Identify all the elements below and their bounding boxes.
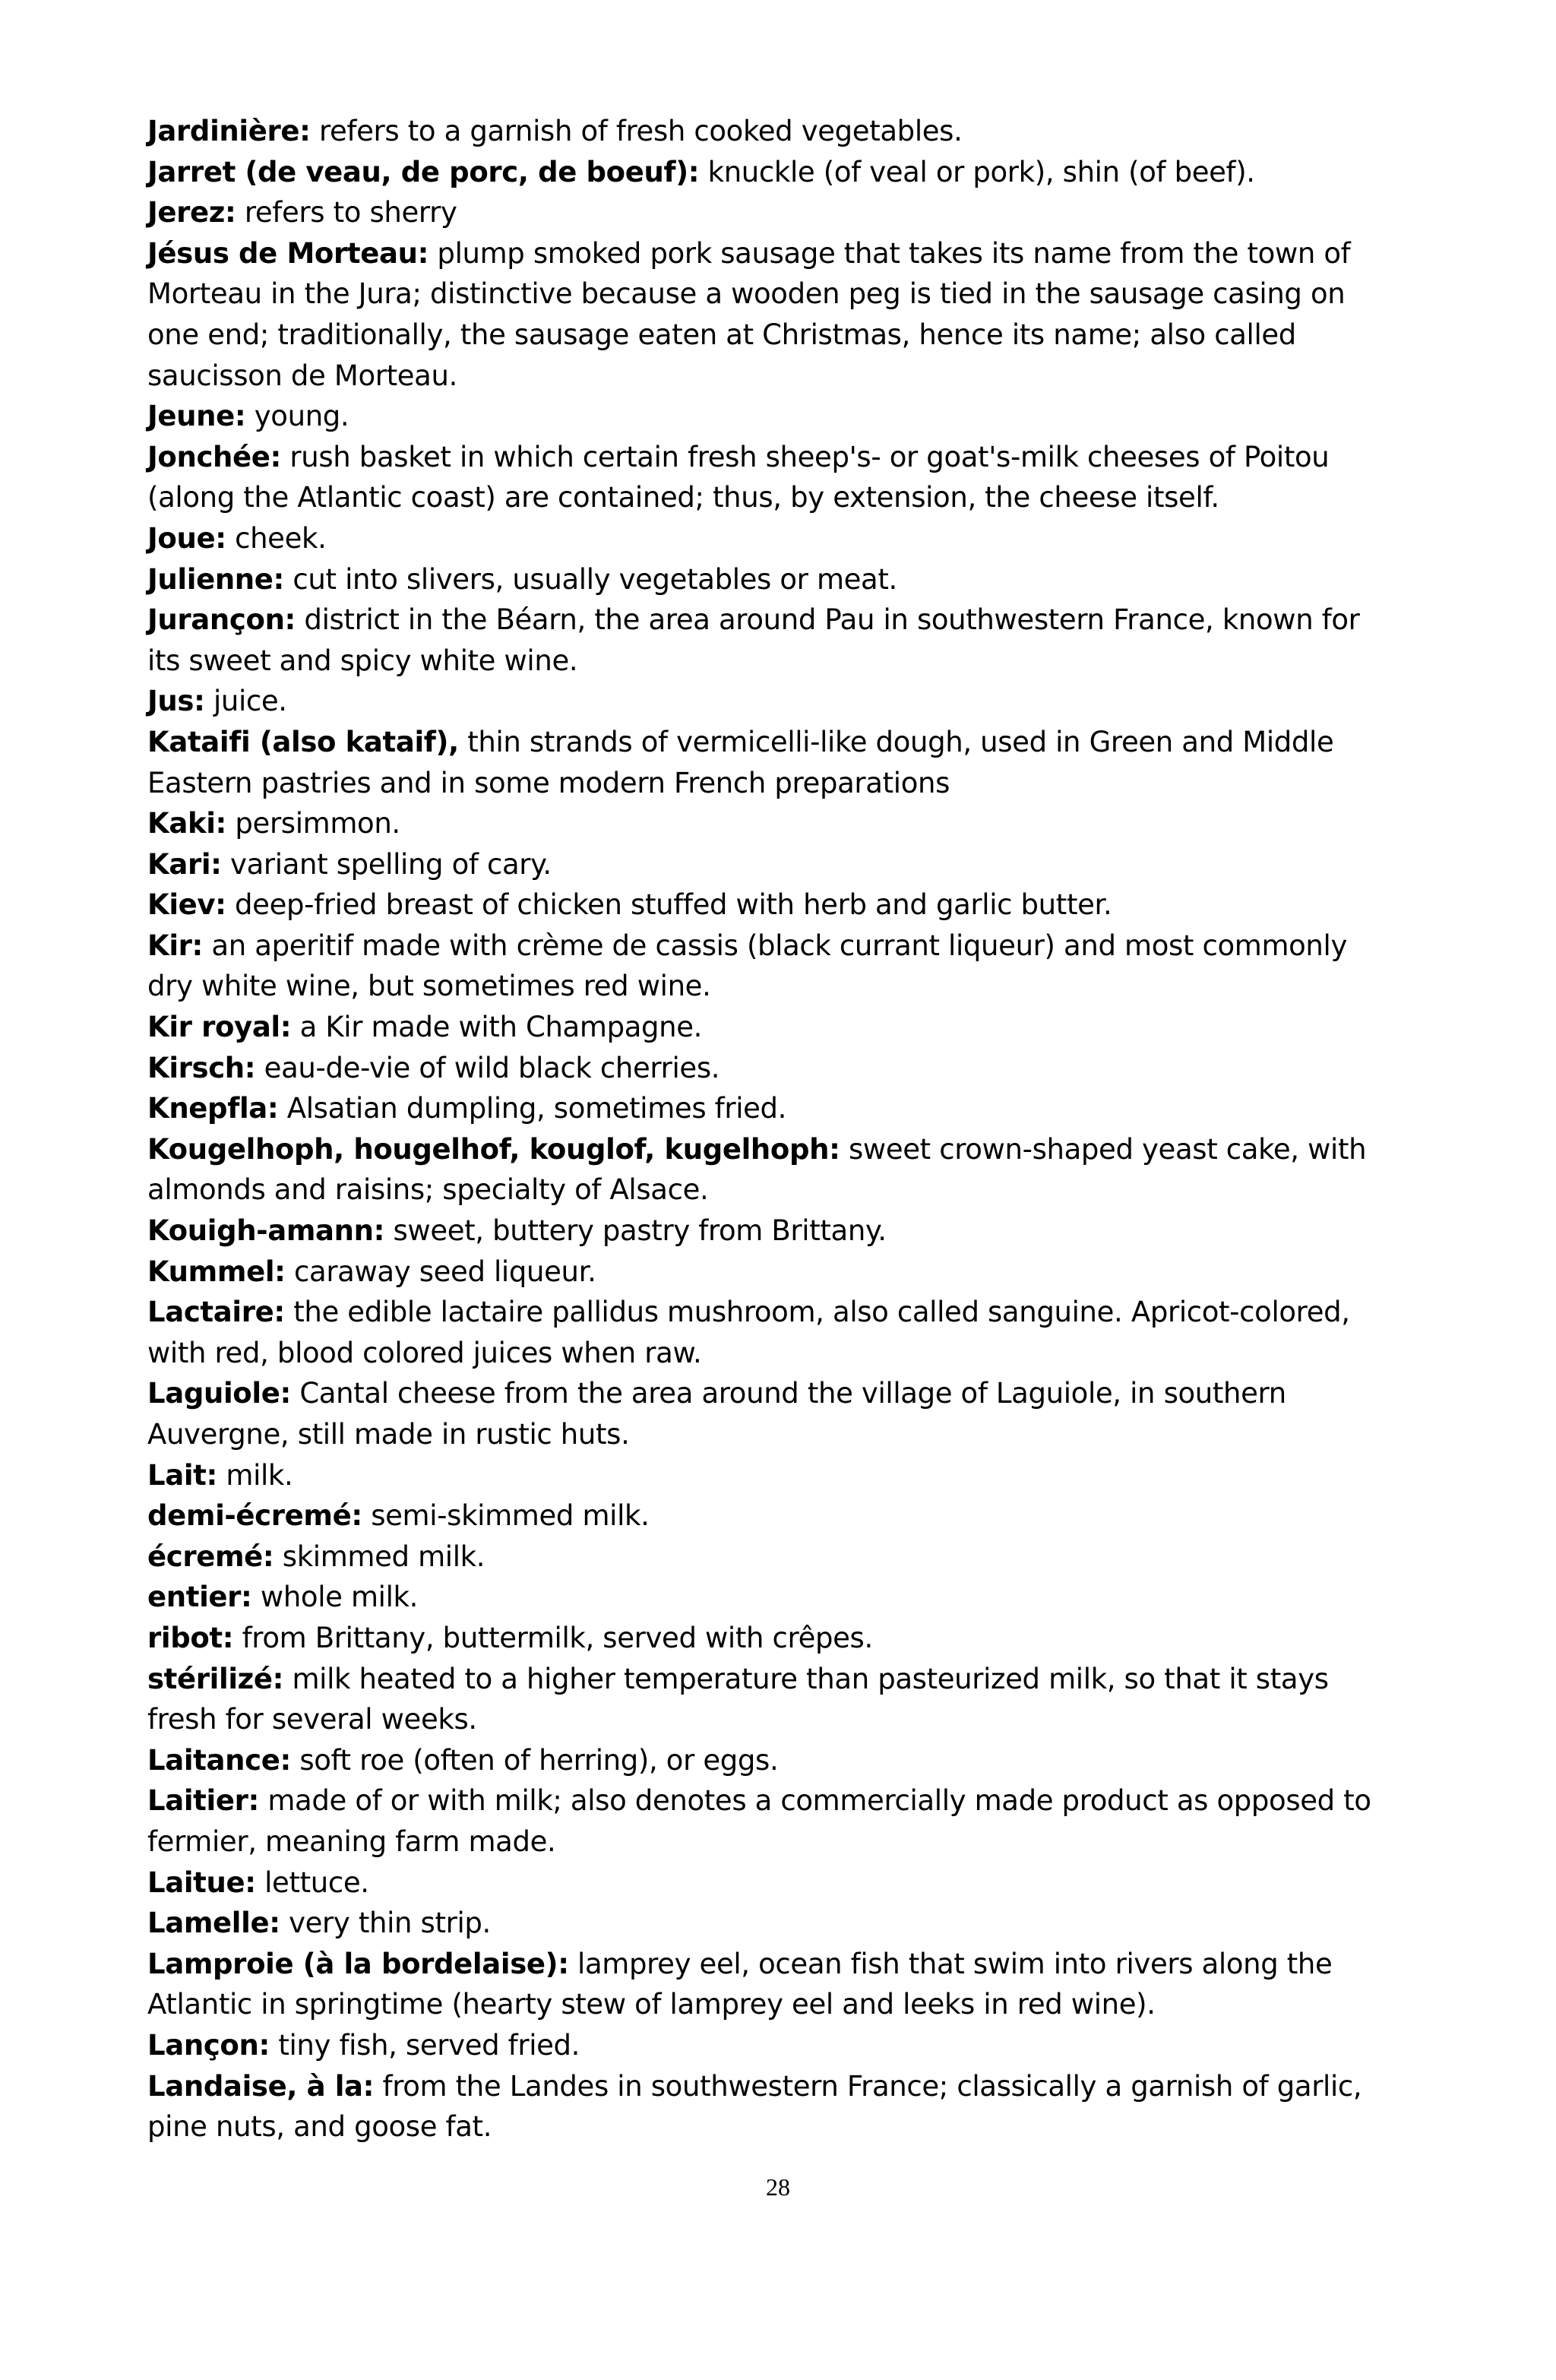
entry-term: Landaise, à la: [147, 2069, 375, 2103]
entry-definition: sweet crown-shaped yeast cake, with almonds and raisins; specialty of Alsace. [147, 1132, 1367, 1207]
glossary-entry [147, 192, 1393, 233]
glossary-entry [147, 1903, 1393, 1944]
glossary-entries [147, 111, 1393, 2147]
entry-term: Kougelhoph, hougelhof, kouglof, kugelhoph: [147, 1132, 840, 1166]
entry-definition: caraway seed liqueur. [285, 1255, 596, 1288]
entry-definition: skimmed milk. [274, 1540, 485, 1573]
glossary-entry [147, 437, 1393, 518]
entry-term: Jerez: [147, 196, 236, 229]
glossary-entry [147, 1292, 1393, 1373]
glossary-entry [147, 1211, 1393, 1252]
entry-definition: persimmon. [226, 807, 400, 840]
entry-definition: juice. [204, 685, 287, 718]
glossary-entry [147, 1088, 1393, 1129]
entry-term: Julienne: [147, 562, 284, 596]
glossary-entry [147, 152, 1393, 193]
glossary-entry [147, 2025, 1393, 2066]
glossary-entry [147, 2066, 1393, 2147]
glossary-entry [147, 681, 1393, 722]
glossary-entry [147, 1495, 1393, 1537]
entry-term: Jardinière: [147, 115, 311, 147]
entry-definition: made of or with milk; also denotes a commercially made product as opposed to fermier, meaning farm made. [147, 1784, 1371, 1858]
glossary-entry [147, 1740, 1393, 1781]
entry-term: Kouigh-amann: [147, 1214, 385, 1248]
entry-definition: soft roe (often of herring), or eggs. [290, 1743, 779, 1777]
glossary-entry [147, 600, 1393, 681]
entry-term: entier: [147, 1581, 252, 1614]
entry-definition: refers to sherry [236, 196, 457, 229]
entry-definition: milk heated to a higher temperature than pasteurized milk, so that it stays fresh for several weeks. [147, 1662, 1329, 1736]
entry-definition: Alsatian dumpling, sometimes fried. [278, 1092, 787, 1125]
entry-definition: an aperitif made with crème de cassis (black currant liqueur) and most commonly dry white wine, but sometimes red wine. [147, 929, 1348, 1003]
glossary-entry [147, 1373, 1393, 1454]
glossary-entry [147, 396, 1393, 437]
entry-term: Lamelle: [147, 1907, 280, 1940]
entry-definition: tiny fish, served fried. [269, 2028, 580, 2062]
entry-term: Lait: [147, 1458, 217, 1492]
glossary-entry [147, 1048, 1393, 1089]
entry-term: Kummel: [147, 1255, 286, 1288]
glossary-entry [147, 1863, 1393, 1904]
entry-term: Jeune: [147, 400, 246, 433]
entry-term: Kir: [147, 929, 203, 962]
entry-term: Lactaire: [147, 1296, 285, 1329]
entry-term: Jus: [147, 685, 205, 718]
entry-term: Jonchée: [147, 440, 281, 473]
entry-term: Jarret (de veau, de porc, de boeuf): [147, 155, 700, 188]
entry-definition: eau-de-vie of wild black cherries. [255, 1051, 720, 1084]
entry-term: Laitance: [147, 1743, 291, 1777]
glossary-entry [147, 722, 1393, 803]
entry-term: Laguiole: [147, 1377, 291, 1410]
glossary-entry [147, 1007, 1393, 1048]
entry-term: Lamproie (à la bordelaise): [147, 1947, 569, 1980]
glossary-entry [147, 233, 1393, 396]
entry-term: écremé: [147, 1540, 274, 1573]
entry-term: stérilizé: [147, 1662, 284, 1695]
glossary-entry [147, 1252, 1393, 1293]
glossary-entry [147, 1129, 1393, 1211]
entry-definition: young. [245, 400, 349, 433]
entry-definition: semi-skimmed milk. [362, 1499, 650, 1533]
glossary-entry [147, 803, 1393, 844]
glossary-entry [147, 1618, 1393, 1659]
entry-definition: cheek. [226, 521, 327, 555]
entry-definition: lettuce. [255, 1866, 369, 1899]
entry-definition: Cantal cheese from the area around the village of Laguiole, in southern Auvergne, still made in rustic huts. [147, 1377, 1286, 1451]
entry-definition: knuckle (of veal or pork), shin (of beef). [699, 155, 1255, 188]
glossary-entry [147, 111, 1393, 152]
entry-definition: from Brittany, buttermilk, served with crêpes. [233, 1621, 873, 1654]
entry-term: Kir royal: [147, 1011, 292, 1044]
entry-definition: rush basket in which certain fresh sheep's- or goat's-milk cheeses of Poitou (along the Atlantic coast) are contained; thus, by extension, the cheese itself. [147, 440, 1330, 514]
entry-definition: sweet, buttery pastry from Brittany. [384, 1214, 887, 1248]
entry-term: Kirsch: [147, 1051, 256, 1084]
entry-definition: cut into slivers, usually vegetables or meat. [284, 562, 897, 596]
glossary-entry [147, 844, 1393, 885]
entry-term: Jurançon: [147, 603, 296, 637]
entry-definition: a Kir made with Champagne. [291, 1011, 703, 1044]
entry-definition: thin strands of vermicelli-like dough, used in Green and Middle Eastern pastries and in some modern French preparations [147, 725, 1334, 799]
entry-term: Lançon: [147, 2028, 270, 2062]
glossary-entry [147, 1944, 1393, 2025]
entry-term: demi-écremé: [147, 1499, 362, 1533]
glossary-entry [147, 518, 1393, 559]
entry-definition: plump smoked pork sausage that takes its name from the town of Morteau in the Jura; distinctive because a wooden peg is tied in the sausage casing on one end; traditionally, the sausage eaten at Christmas, hence its name; also called saucisson de Morteau. [147, 236, 1351, 392]
entry-definition: district in the Béarn, the area around Pau in southwestern France, known for its sweet and spicy white wine. [147, 603, 1360, 677]
entry-term: Laitier: [147, 1784, 259, 1818]
entry-definition: variant spelling of cary. [221, 847, 552, 881]
entry-term: Kiev: [147, 888, 226, 922]
entry-term: Knepfla: [147, 1092, 279, 1125]
entry-definition: milk. [217, 1458, 293, 1492]
page-number: 28 [766, 2173, 790, 2201]
glossary-entry [147, 1577, 1393, 1618]
entry-term: ribot: [147, 1621, 234, 1654]
glossary-entry [147, 1537, 1393, 1578]
entry-definition: refers to a garnish of fresh cooked vegetables. [310, 115, 963, 147]
entry-term: Joue: [147, 521, 226, 555]
entry-term: Kataifi (also kataif), [147, 725, 459, 758]
entry-definition: lamprey eel, ocean fish that swim into rivers along the Atlantic in springtime (hearty stew of lamprey eel and leeks in red wine). [147, 1947, 1333, 2021]
glossary-page [147, 111, 1393, 2147]
glossary-entry [147, 1455, 1393, 1496]
entry-definition: from the Landes in southwestern France; classically a garnish of garlic, pine nuts, and goose fat. [147, 2069, 1362, 2144]
entry-term: Kaki: [147, 807, 226, 840]
entry-definition: very thin strip. [280, 1907, 491, 1940]
entry-definition: the edible lactaire pallidus mushroom, also called sanguine. Apricot-colored, with red, blood colored juices when raw. [147, 1296, 1350, 1369]
entry-term: Laitue: [147, 1866, 256, 1899]
entry-term: Jésus de Morteau: [147, 236, 429, 270]
glossary-entry [147, 1780, 1393, 1862]
glossary-entry [147, 559, 1393, 600]
glossary-entry [147, 926, 1393, 1007]
entry-term: Kari: [147, 847, 222, 881]
entry-definition: deep-fried breast of chicken stuffed with herb and garlic butter. [226, 888, 1112, 922]
entry-definition: whole milk. [251, 1581, 419, 1614]
glossary-entry [147, 885, 1393, 926]
glossary-entry [147, 1659, 1393, 1740]
